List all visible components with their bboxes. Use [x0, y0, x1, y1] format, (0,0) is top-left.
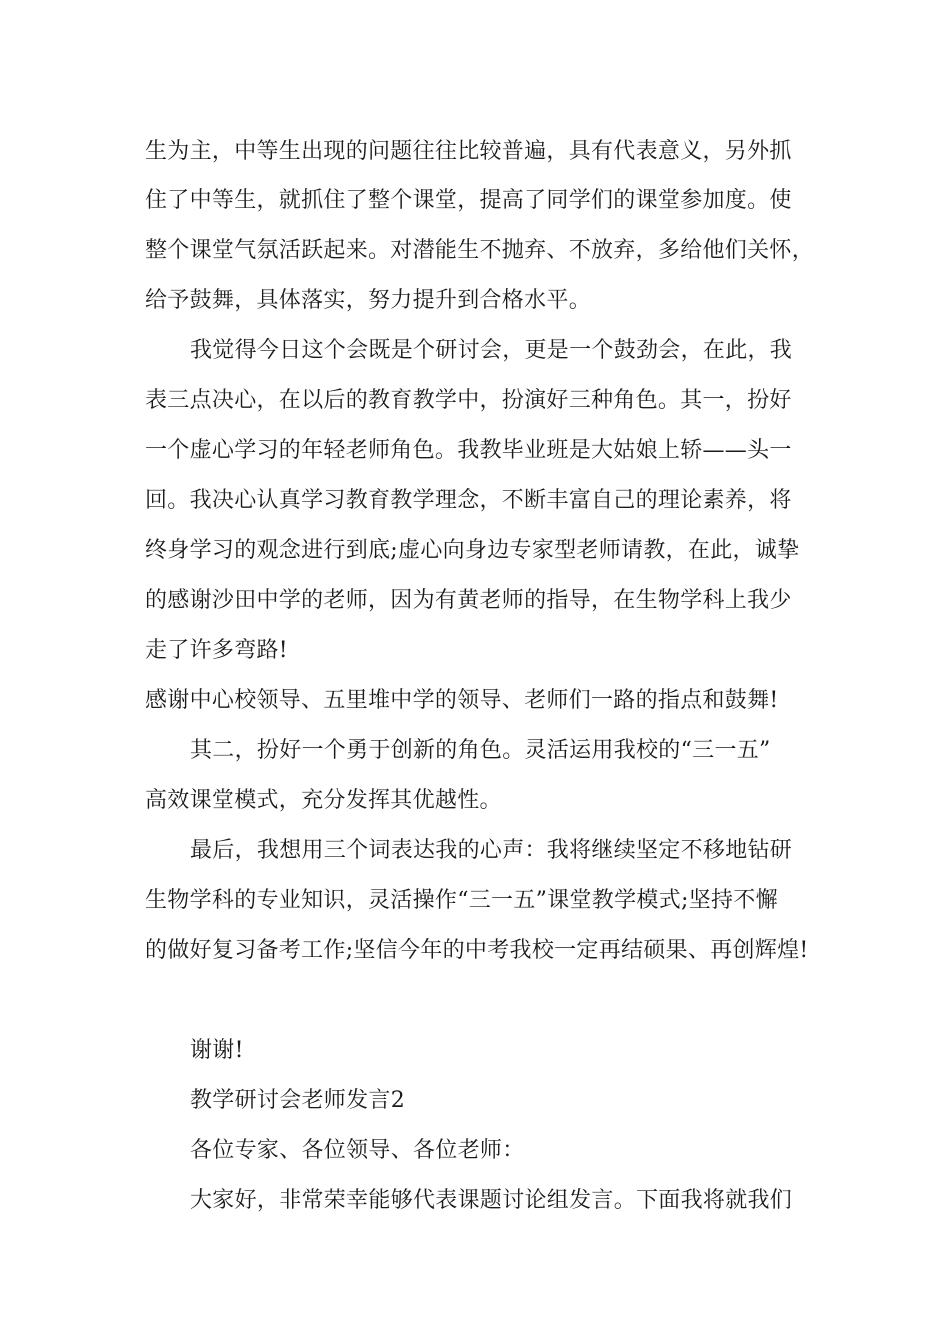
paragraph-start-line: 最后，我想用三个词表达我的心声：我将继续坚定不移地钻研 — [190, 838, 793, 863]
text-line: 给予鼓舞，具体落实，努力提升到合格水平。 — [145, 288, 592, 313]
text-line: 的做好复习备考工作;坚信今年的中考我校一定再结硕果、再创辉煌! — [145, 938, 809, 963]
text-line: 感谢中心校领导、五里堆中学的领导、老师们一路的指点和鼓舞! — [145, 688, 779, 713]
text-line: 高效课堂模式，充分发挥其优越性。 — [145, 788, 502, 813]
text-line: 回。我决心认真学习教育教学理念，不断丰富自己的理论素养，将 — [145, 488, 792, 513]
paragraph-start-line: 大家好，非常荣幸能够代表课题讨论组发言。下面我将就我们 — [190, 1188, 793, 1213]
text-line: 一个虚心学习的年轻老师角色。我教毕业班是大姑娘上轿——头一 — [145, 438, 792, 463]
thanks-line: 谢谢! — [190, 1038, 244, 1063]
salutation: 各位专家、各位领导、各位老师： — [190, 1138, 525, 1163]
text-line: 终身学习的观念进行到底;虚心向身边专家型老师请教，在此，诚挚 — [145, 538, 800, 563]
text-line: 住了中等生，就抓住了整个课堂，提高了同学们的课堂参加度。使 — [145, 188, 792, 213]
text-line: 整个课堂气氛活跃起来。对潜能生不抛弃、不放弃，多给他们关怀， — [145, 238, 815, 263]
text-line: 表三点决心，在以后的教育教学中，扮演好三种角色。其一，扮好 — [145, 388, 792, 413]
text-line: 生物学科的专业知识，灵活操作“三一五”课堂教学模式;坚持不懈 — [145, 888, 778, 913]
text-line: 生为主，中等生出现的问题往往比较普遍，具有代表意义，另外抓 — [145, 139, 792, 164]
text-line: 的感谢沙田中学的老师，因为有黄老师的指导，在生物学科上我少 — [145, 588, 792, 613]
text-line: 走了许多弯路! — [145, 638, 288, 663]
paragraph-start-line: 我觉得今日这个会既是个研讨会，更是一个鼓劲会，在此，我 — [190, 338, 793, 363]
paragraph-start-line: 其二，扮好一个勇于创新的角色。灵活运用我校的“三一五” — [190, 738, 771, 763]
section-title: 教学研讨会老师发言2 — [190, 1088, 405, 1113]
